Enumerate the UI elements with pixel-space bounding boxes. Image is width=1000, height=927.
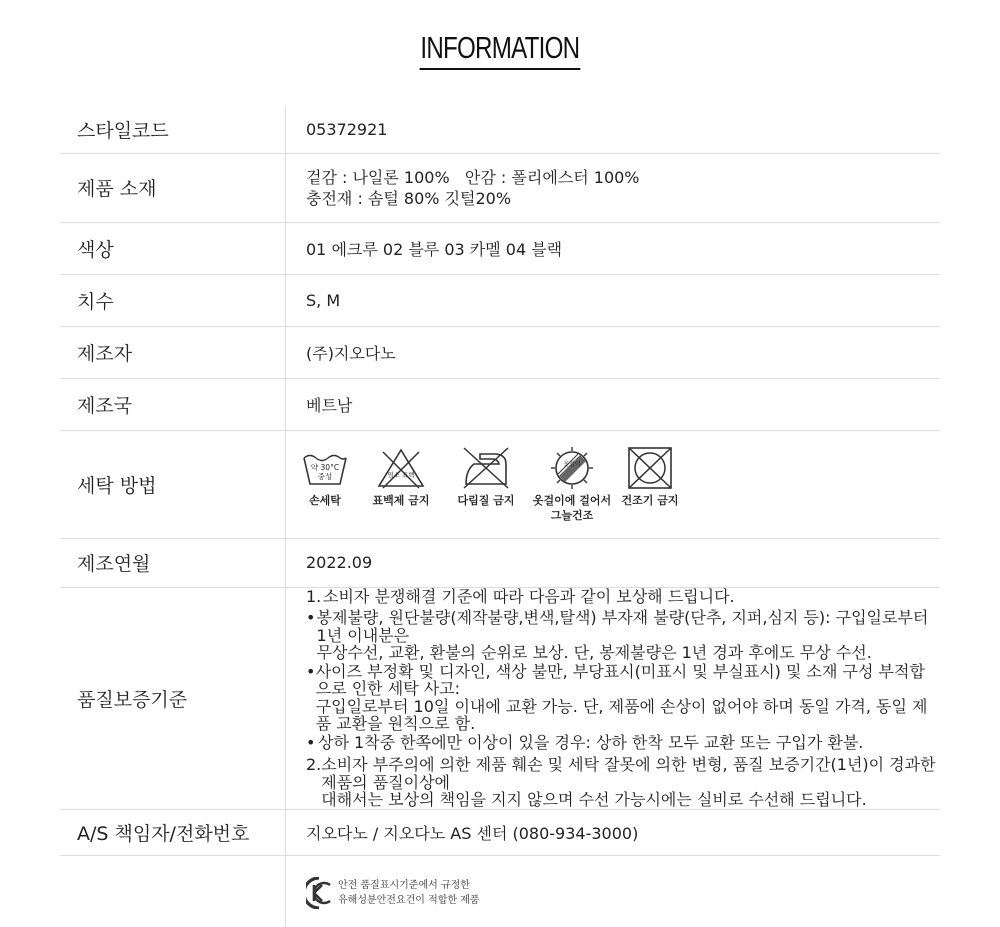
quality-text — [286, 587, 941, 809]
table-row — [60, 378, 940, 430]
wash-item — [356, 446, 446, 508]
wash-label-2: 그늘건조 — [550, 508, 594, 522]
no-bleach-icon — [375, 446, 427, 490]
row-label: 세탁 방법 — [60, 430, 286, 538]
table-row — [60, 855, 940, 927]
row-label: 품질보증기준 — [60, 587, 286, 809]
wash-label: 건조기 금지 — [621, 493, 679, 507]
page-title: INFORMATION — [0, 30, 1000, 70]
table-row — [60, 538, 940, 587]
color-value: 01 에크루 02 블루 03 카멜 04 블랙 — [286, 222, 941, 274]
quality-bullet: • 사이즈 부정확 및 디자인, 색상 불만, 부당표시(미표시 및 부실표시) 및 소재 구성 부적합으로 인한 세탁 사고: 구입일로부터 10일 이내에 교환 가능. 단, 제품에 손상이 없어야 하며 동일 가격, 동일 제품 교환을 원칙으로 함. — [306, 661, 928, 733]
row-label: 제품 소재 — [60, 153, 286, 222]
material-line-2: 충전재 : 솜털 80% 깃털20% — [306, 188, 512, 208]
row-label: 제조자 — [60, 326, 286, 378]
tub-detergent: 중성 — [317, 471, 333, 481]
quality-item-2: 2. 소비자 부주의에 의한 제품 훼손 및 세탁 잘못에 의한 변형, 품질 보증기간(1년)이 경과한 제품의 품질이상에 대해서는 보상의 책임을 지지 않으며 수선 가능시에는 실비로 수선해 드립니다. — [306, 755, 936, 809]
wash-label: 다림질 금지 — [457, 493, 515, 507]
wash-label-1: 옷걸이에 걸어서 — [532, 493, 612, 507]
quality-item-1: 1. 소비자 분쟁해결 기준에 따라 다음과 같이 보상해 드립니다. — [306, 586, 735, 606]
wash-item — [618, 446, 682, 508]
info-table — [60, 107, 940, 927]
table-row — [60, 326, 940, 378]
table-row — [60, 222, 940, 274]
material-value — [286, 153, 941, 222]
kc-text: 안전 품질표시기준에서 규정한 유해성분안전요건이 적합한 제품 — [338, 880, 480, 907]
wash-item — [526, 446, 618, 523]
date-value: 2022.09 — [286, 538, 941, 587]
hand-wash-icon — [301, 446, 349, 490]
row-label: 제조연월 — [60, 538, 286, 587]
quality-bullet: • 봉제불량, 원단불량(제작불량,변색,탈색) 부자재 불량(단추, 지퍼,심지 등): 구입일로부터 1년 이내분은 무상수선, 교환, 환불의 순위로 보상. 단, 봉제불량은 1년 경과 후에도 무상 수선. — [306, 608, 929, 662]
table-row — [60, 809, 940, 855]
circle-text: 옷걸이 — [563, 460, 581, 468]
hang-dry-shade-icon — [546, 446, 598, 490]
maker-value: (주)지오다노 — [286, 326, 941, 378]
table-row — [60, 587, 940, 809]
as-value: 지오다노 / 지오다노 AS 센터 (080-934-3000) — [286, 809, 941, 855]
kc-certification — [286, 855, 941, 927]
wash-item — [446, 446, 526, 508]
row-label: 색상 — [60, 222, 286, 274]
row-label-empty — [60, 855, 286, 927]
no-iron-icon — [460, 446, 512, 490]
table-row — [60, 274, 940, 326]
no-tumble-dry-icon — [626, 446, 674, 490]
row-label: A/S 책임자/전화번호 — [60, 809, 286, 855]
table-row — [60, 107, 940, 153]
tub-temp: 약 30°C — [310, 462, 340, 472]
country-value: 베트남 — [286, 378, 941, 430]
row-label: 치수 — [60, 274, 286, 326]
washing-icons — [286, 430, 941, 538]
quality-bullet: • 상하 1착중 한쪽에만 이상이 있을 경우: 상하 한착 모두 교환 또는 구입가 환불. — [306, 732, 864, 752]
row-label: 제조국 — [60, 378, 286, 430]
style-code-value: 05372921 — [286, 107, 941, 153]
wash-label: 표백제 금지 — [372, 493, 430, 507]
row-label: 스타일코드 — [60, 107, 286, 153]
wash-item — [294, 446, 356, 508]
size-value: S, M — [286, 274, 941, 326]
wash-label: 손세탁 — [309, 493, 341, 507]
table-row — [60, 430, 940, 538]
triangle-text: 염소 표백 — [387, 470, 415, 479]
material-line-1: 겉감 : 나일론 100% 안감 : 폴리에스터 100% — [306, 167, 640, 187]
kc-mark-icon — [306, 877, 332, 909]
table-row — [60, 153, 940, 222]
